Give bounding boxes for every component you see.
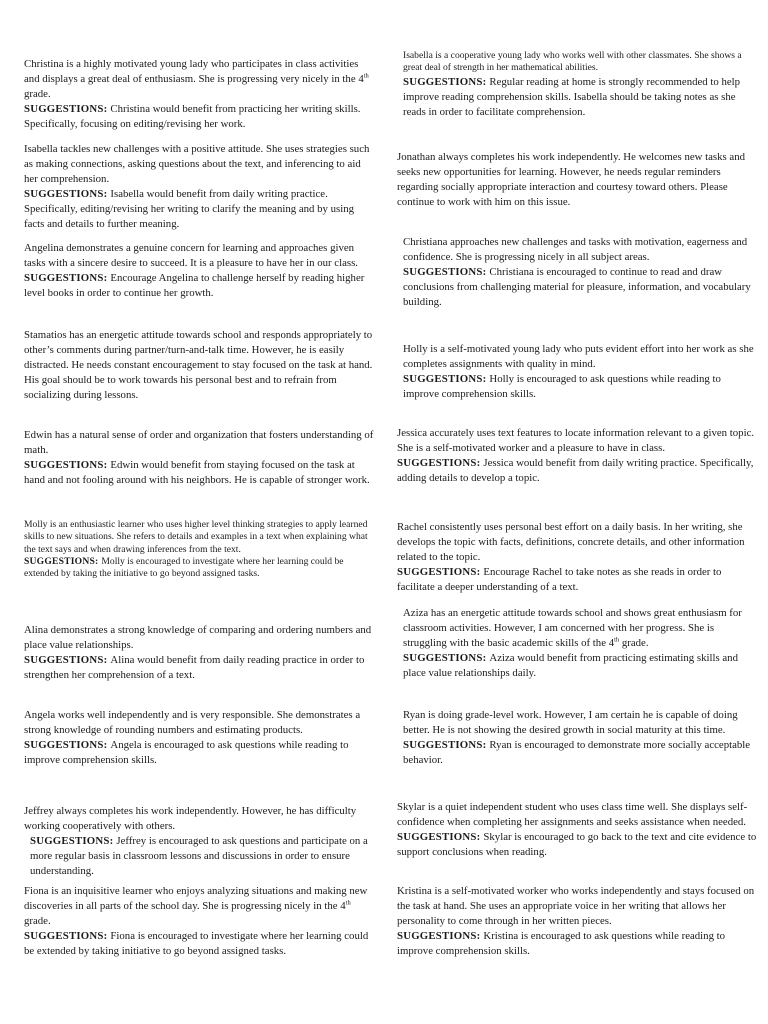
comment-text: Ryan is doing grade-level work. However, I am certain he is capable of doing better. He is not showing the desired growth in social maturity at this time. [403, 709, 738, 736]
suggestion-line [397, 456, 757, 486]
left-column [24, 0, 374, 1024]
suggestion-text: Regular reading at home is strongly recommended to help improve reading comprehension skills. Isabella should be taking notes as she reads in order to facilitate comprehension. [403, 75, 741, 118]
suggestion-line [397, 830, 757, 860]
comment-text: Jeffrey always completes his work independently. However, he has difficulty working cooperatively with others. [24, 805, 357, 832]
student-comment-molly [24, 519, 374, 580]
suggestions-label: SUGGESTIONS: [30, 835, 114, 847]
comment-text: Jessica accurately uses text features to locate information relevant to a given topic. She is a self-motivated worker and a pleasure to have in class. [397, 427, 755, 454]
suggestion-text: Encourage Rachel to take notes as she reads in order to facilitate a deeper understanding of a text. [397, 566, 722, 593]
comment-text: Jonathan always completes his work independently. He welcomes new tasks and seeks new opportunities for learning. However, he needs regular reminders regarding socially appropriate interaction and courtesy toward others. Please continue to work with him on this issue. [397, 151, 746, 208]
student-comment-angela [24, 708, 374, 768]
suggestions-label: SUGGESTIONS: [24, 654, 108, 666]
suggestion-text: Holly is encouraged to ask questions while reading to improve comprehension skills. [403, 373, 721, 400]
suggestions-label: SUGGESTIONS: [403, 373, 487, 385]
suggestion-text: Molly is encouraged to investigate where her learning could be extended by taking the initiative to go beyond assigned tasks. [24, 555, 344, 580]
suggestion-text: Skylar is encouraged to go back to the text and cite evidence to support conclusions when reading. [397, 831, 757, 858]
suggestions-label: SUGGESTIONS: [24, 930, 108, 942]
suggestion-line [403, 265, 757, 310]
suggestion-line [403, 372, 757, 402]
comment-text: Christina is a highly motivated young lady who participates in class activities and displays a great deal of enthusiasm. She is progressing very nicely in the 4th grade. [24, 58, 369, 100]
suggestion-text: Christina would benefit from practicing her writing skills. Specifically, focusing on editing/revising her work. [24, 103, 361, 130]
suggestions-label: SUGGESTIONS: [24, 272, 108, 284]
suggestion-line [397, 565, 757, 595]
comment-text: Alina demonstrates a strong knowledge of comparing and ordering numbers and place value relationships. [24, 624, 372, 651]
student-comment-rachel [397, 520, 757, 595]
student-comment-christiana [397, 235, 757, 310]
right-column [397, 0, 757, 1024]
comment-text: Isabella is a cooperative young lady who works well with other classmates. She shows a great deal of strength in her mathematical abilities. [403, 50, 742, 74]
comment-text: Skylar is a quiet independent student who uses class time well. She displays self-confidence when completing her assignments and seeks assistance when needed. [397, 801, 748, 828]
suggestion-text: Fiona is encouraged to investigate where her learning could be extended by taking initiative to go beyond assigned tasks. [24, 930, 369, 957]
comment-text: Molly is an enthusiastic learner who uses higher level thinking strategies to apply learned skills to new situations. She refers to details and examples in a text when explaining what the text says and when drawing inferences from the text. [24, 519, 368, 555]
suggestion-text: Kristina is encouraged to ask questions while reading to improve comprehension skills. [397, 930, 726, 957]
suggestion-text: Christiana is encouraged to continue to read and draw conclusions from challenging material for pleasure, information, and vocabulary building. [403, 266, 751, 308]
comment-text: Christiana approaches new challenges and tasks with motivation, eagerness and confidence. She is progressing nicely in all subject areas. [403, 236, 748, 263]
suggestion-line [24, 653, 374, 683]
suggestion-text: Isabella would benefit from daily writing practice. Specifically, editing/revising her writing to clarify the meaning and by using facts and details to further meaning. [24, 188, 355, 230]
suggestion-line [24, 187, 374, 232]
suggestion-text: Ryan is encouraged to demonstrate more socially acceptable behavior. [403, 739, 751, 766]
suggestion-text: Jessica would benefit from daily writing practice. Specifically, adding details to develop a topic. [397, 457, 754, 484]
suggestion-line [24, 929, 374, 959]
comment-text: Aziza has an energetic attitude towards school and shows great enthusiasm for classroom activities. However, I am concerned with her progress. She is struggling with the basic academic skills of the 4th grade. [403, 607, 742, 649]
suggestion-text: Encourage Angelina to challenge herself by reading higher level books in order to continue her growth. [24, 272, 365, 299]
suggestions-label: SUGGESTIONS: [24, 459, 108, 471]
suggestions-label: SUGGESTIONS: [403, 739, 487, 751]
suggestion-text: Alina would benefit from daily reading practice in order to strengthen her comprehension of a text. [24, 654, 365, 681]
suggestion-text: Angela is encouraged to ask questions while reading to improve comprehension skills. [24, 739, 349, 766]
suggestion-line [24, 271, 374, 301]
suggestions-label: SUGGESTIONS: [24, 188, 108, 200]
suggestion-text: Jeffrey is encouraged to ask questions and participate on a more regular basis in classroom lessons and discussions in order to ensure understanding. [30, 835, 368, 877]
comment-text: Edwin has a natural sense of order and organization that fosters understanding of math. [24, 429, 374, 456]
student-comment-kristina [397, 884, 757, 959]
suggestion-line [24, 102, 374, 132]
suggestion-line [403, 75, 757, 120]
suggestions-label: SUGGESTIONS: [397, 566, 481, 578]
comment-text: Angelina demonstrates a genuine concern for learning and approaches given tasks with a sincere desire to succeed. It is a pleasure to have her in our class. [24, 242, 358, 269]
suggestion-line [24, 834, 374, 879]
student-comment-isabella [24, 142, 374, 232]
suggestion-line [24, 556, 374, 581]
suggestions-label: SUGGESTIONS: [24, 555, 99, 567]
student-comment-holly [397, 342, 757, 402]
suggestions-label: SUGGESTIONS: [24, 103, 108, 115]
suggestions-label: SUGGESTIONS: [24, 739, 108, 751]
suggestions-label: SUGGESTIONS: [403, 75, 487, 88]
comment-text: Stamatios has an energetic attitude towards school and responds appropriately to other’s comments during partner/turn-and-talk time. However, he is easily distracted. He needs constant encouragement to stay focused on the task at hand. His goal should be to work towards his personal best and to refrain from socializing during lessons. [24, 329, 373, 401]
student-comment-christina [24, 57, 374, 132]
suggestion-text: Edwin would benefit from staying focused on the task at hand and not fooling around with his neighbors. He is capable of stronger work. [24, 459, 370, 486]
student-comment-jeffrey [24, 804, 374, 879]
suggestion-line [403, 738, 757, 768]
suggestions-label: SUGGESTIONS: [403, 652, 487, 664]
student-comment-stamatios [24, 328, 374, 403]
student-comment-angelina [24, 241, 374, 301]
suggestion-line [403, 651, 757, 681]
comment-text: Fiona is an inquisitive learner who enjoys analyzing situations and making new discoveries in all parts of the school day. She is progressing nicely in the 4th grade. [24, 885, 368, 927]
suggestion-line [397, 929, 757, 959]
comment-text: Holly is a self-motivated young lady who puts evident effort into her work as she completes assignments with quality in mind. [403, 343, 754, 370]
comment-text: Kristina is a self-motivated worker who works independently and stays focused on the task at hand. She uses an appropriate voice in her writing that allows her personality to come through in her written pieces. [397, 885, 755, 927]
suggestions-label: SUGGESTIONS: [397, 457, 481, 469]
suggestions-label: SUGGESTIONS: [397, 831, 481, 843]
comment-text: Rachel consistently uses personal best effort on a daily basis. In her writing, she develops the topic with facts, definitions, concrete details, and other information related to the topic. [397, 521, 745, 563]
suggestions-label: SUGGESTIONS: [403, 266, 487, 278]
student-comment-fiona [24, 884, 374, 959]
student-comment-aziza [397, 606, 757, 681]
student-comment-alina [24, 623, 374, 683]
comment-text: Angela works well independently and is very responsible. She demonstrates a strong knowledge of rounding numbers and estimating products. [24, 709, 361, 736]
suggestions-label: SUGGESTIONS: [397, 930, 481, 942]
suggestion-line [24, 738, 374, 768]
student-comment-jonathan [397, 150, 757, 210]
suggestion-line [24, 458, 374, 488]
student-comment-isabella-2 [397, 50, 757, 120]
student-comment-jessica [397, 426, 757, 486]
suggestion-text: Aziza would benefit from practicing estimating skills and place value relationships daily. [403, 652, 738, 679]
student-comment-skylar [397, 800, 757, 860]
student-comment-ryan [397, 708, 757, 768]
student-comment-edwin [24, 428, 374, 488]
comment-text: Isabella tackles new challenges with a positive attitude. She uses strategies such as making connections, asking questions about the text, and inferencing to aid her comprehension. [24, 143, 370, 185]
